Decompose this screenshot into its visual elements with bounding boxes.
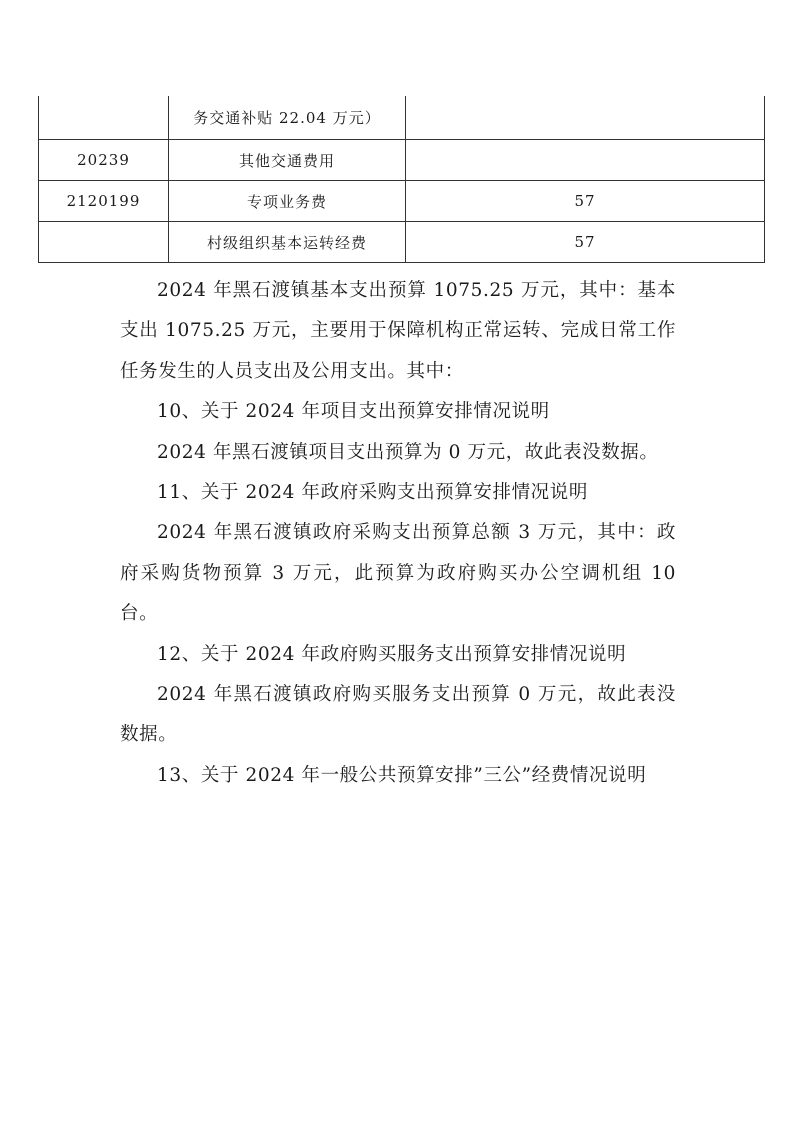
amount-cell: 57 — [406, 181, 765, 222]
subject-name-cell: 务交通补贴 22.04 万元） — [169, 96, 406, 140]
subject-name-cell: 村级组织基本运转经费 — [169, 222, 406, 263]
paragraph-project-expenditure: 2024 年黑石渡镇项目支出预算为 0 万元，故此表没数据。 — [157, 441, 659, 463]
table-row — [39, 222, 765, 263]
heading-government-procurement: 11、关于 2024 年政府采购支出预算安排情况说明 — [157, 482, 588, 504]
body-text — [120, 271, 676, 796]
subject-code-cell — [39, 96, 169, 140]
amount-cell: 57 — [406, 222, 765, 263]
table-row — [39, 140, 765, 181]
subject-code-cell: 20239 — [39, 140, 169, 181]
paragraph-purchase-services: 2024 年黑石渡镇政府购买服务支出预算 0 万元，故此表没数据。 — [120, 684, 676, 746]
paragraph-government-procurement: 2024 年黑石渡镇政府采购支出预算总额 3 万元，其中：政府采购货物预算 3 万元，此预算为政府购买办公空调机组 10 台。 — [120, 522, 676, 625]
table-row — [39, 181, 765, 222]
heading-three-public-funds: 13、关于 2024 年一般公共预算安排”三公”经费情况说明 — [157, 764, 647, 786]
amount-cell — [406, 96, 765, 140]
heading-project-expenditure: 10、关于 2024 年项目支出预算安排情况说明 — [157, 401, 550, 423]
heading-purchase-services: 12、关于 2024 年政府购买服务支出预算安排情况说明 — [157, 643, 627, 665]
table-row — [39, 96, 765, 140]
subject-code-cell — [39, 222, 169, 263]
paragraph-basic-expenditure: 2024 年黑石渡镇基本支出预算 1075.25 万元，其中：基本支出 1075.25 万元，主要用于保障机构正常运转、完成日常工作任务发生的人员支出及公用支出。其中： — [120, 280, 676, 382]
amount-cell — [406, 140, 765, 181]
subject-code-cell: 2120199 — [39, 181, 169, 222]
subject-name-cell: 专项业务费 — [169, 181, 406, 222]
expenditure-table — [38, 96, 765, 263]
subject-name-cell: 其他交通费用 — [169, 140, 406, 181]
